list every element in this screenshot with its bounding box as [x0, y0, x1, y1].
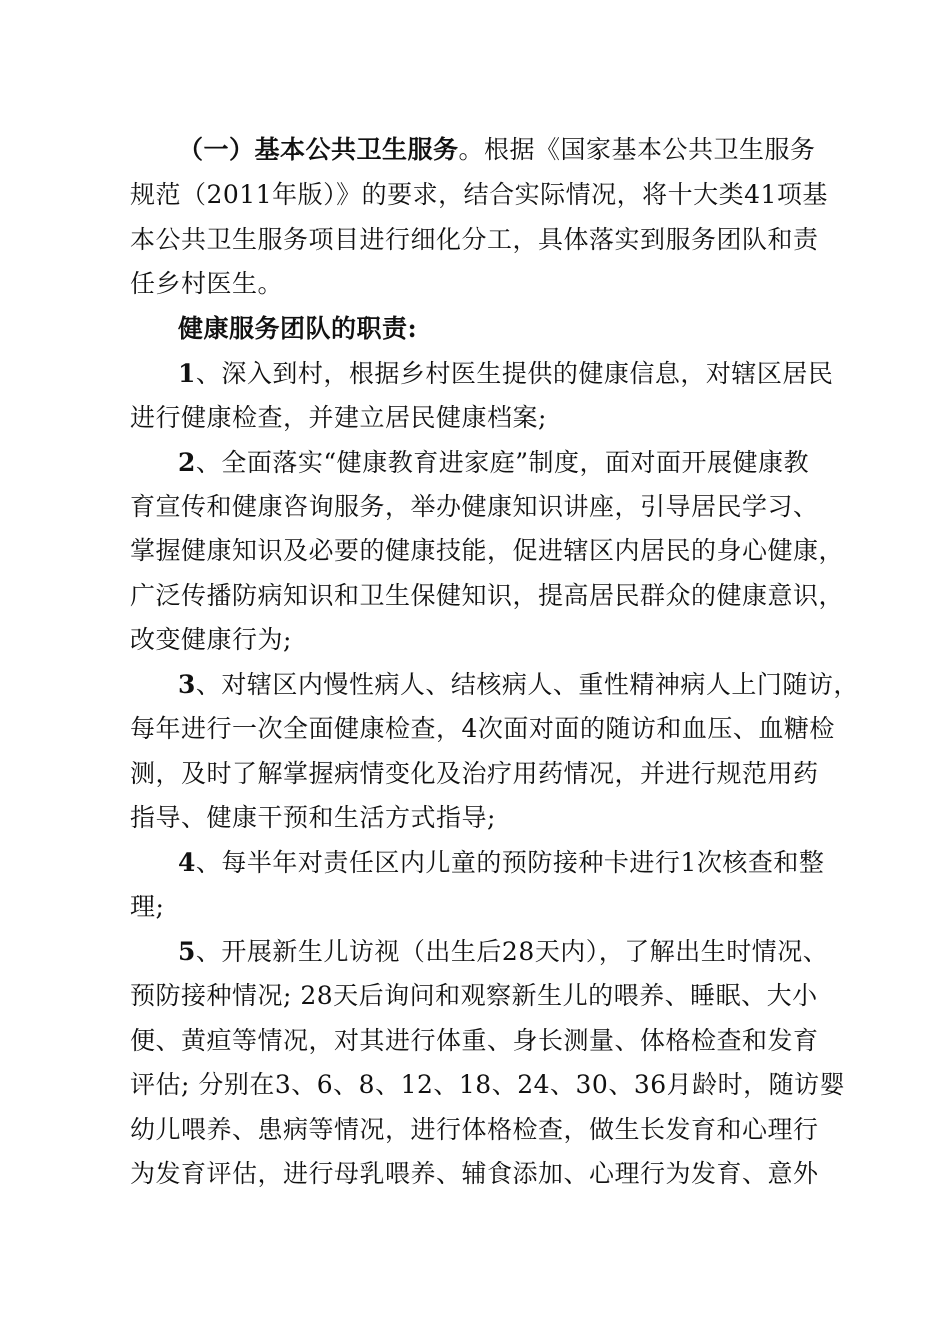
item-number: 2 [178, 448, 196, 477]
list-item-5-line: 为发育评估，进行母乳喂养、辅食添加、心理行为发育、意外 [130, 1159, 819, 1188]
list-item-3 [178, 668, 859, 702]
list-item-3-line: 指导、健康干预和生活方式指导; [130, 803, 496, 832]
list-item-4 [178, 846, 824, 880]
list-item-5 [178, 935, 828, 969]
item-number: 5 [178, 937, 196, 966]
paragraph-line [178, 133, 816, 167]
section-heading: （一）基本公共卫生服务 [178, 135, 459, 164]
list-item-4-line: 理; [130, 892, 165, 921]
list-item-2 [178, 446, 809, 480]
list-item-1 [178, 357, 833, 391]
item-number: 4 [178, 848, 196, 877]
duties-heading: 健康服务团队的职责: [178, 314, 418, 343]
paragraph-line: 本公共卫生服务项目进行细化分工，具体落实到服务团队和责 [130, 225, 819, 254]
item-number: 1 [178, 359, 196, 388]
list-item-5-line: 便、黄疸等情况，对其进行体重、身长测量、体格检查和发育 [130, 1026, 819, 1055]
list-item-2-line: 掌握健康知识及必要的健康技能，促进辖区内居民的身心健康， [130, 536, 845, 565]
item-text: 、每半年对责任区内儿童的预防接种卡进行1次核查和整 [195, 848, 825, 877]
list-item-3-line: 测，及时了解掌握病情变化及治疗用药情况，并进行规范用药 [130, 759, 819, 788]
list-item-1-line: 进行健康检查，并建立居民健康档案; [130, 403, 547, 432]
list-item-5-line: 预防接种情况; 28天后询问和观察新生儿的喂养、睡眠、大小 [130, 981, 818, 1010]
list-item-3-line: 每年进行一次全面健康检查，4次面对面的随访和血压、血糖检 [130, 714, 835, 743]
list-item-5-line: 幼儿喂养、患病等情况，进行体格检查，做生长发育和心理行 [130, 1115, 819, 1144]
list-item-5-line: 评估; 分别在3、6、8、12、18、24、30、36月龄时，随访婴 [130, 1070, 846, 1099]
paragraph-line: 规范（2011年版）》的要求，结合实际情况，将十大类41项基 [130, 180, 828, 209]
list-item-2-line: 改变健康行为; [130, 625, 292, 654]
paragraph-line: 任乡村医生。 [130, 269, 284, 298]
item-text: 、全面落实“健康教育进家庭”制度，面对面开展健康教 [195, 448, 809, 477]
item-text: 、对辖区内慢性病人、结核病人、重性精神病人上门随访， [195, 670, 859, 699]
paragraph-text: 。根据《国家基本公共卫生服务 [458, 135, 816, 164]
list-item-2-line: 育宣传和健康咨询服务，举办健康知识讲座，引导居民学习、 [130, 492, 819, 521]
item-text: 、开展新生儿访视（出生后28天内），了解出生时情况、 [195, 937, 829, 966]
item-text: 、深入到村，根据乡村医生提供的健康信息，对辖区居民 [195, 359, 834, 388]
item-number: 3 [178, 670, 196, 699]
list-item-2-line: 广泛传播防病知识和卫生保健知识，提高居民群众的健康意识， [130, 581, 845, 610]
